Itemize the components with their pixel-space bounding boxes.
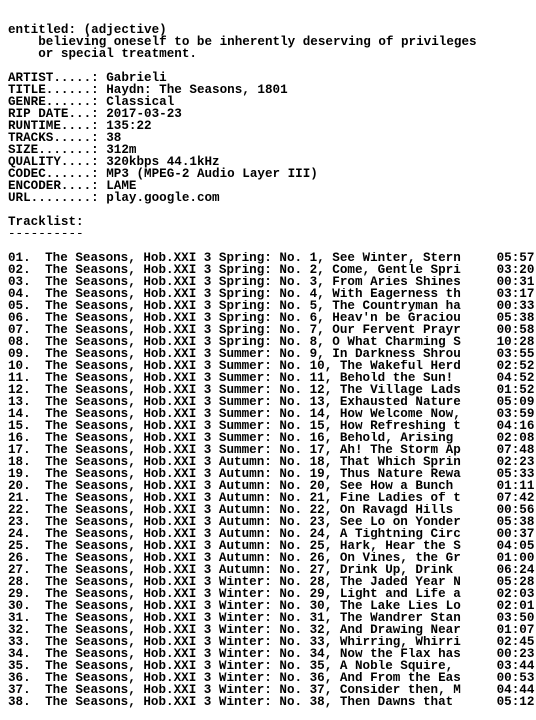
track-row [8,684,536,696]
track-title: The Seasons, Hob.XXI 3 Autumn: No. 19, Thus Nature Rewa [37,468,469,480]
info-value: Classical [106,95,175,109]
track-number: 10. [8,359,31,373]
track-duration: 05:28 [496,575,535,589]
track-title: The Seasons, Hob.XXI 3 Winter: No. 30, The Lake Lies Lo [37,600,469,612]
track-row [8,588,536,600]
track-number: 26. [8,551,31,565]
info-value: 320kbps 44.1kHz [106,155,220,169]
track-title: The Seasons, Hob.XXI 3 Spring: No. 3, From Aries Shines [37,276,469,288]
definition-heading: entitled: (adjective) [8,23,167,37]
track-title: The Seasons, Hob.XXI 3 Winter: No. 28, The Jaded Year N [37,576,469,588]
track-title: The Seasons, Hob.XXI 3 Summer: No. 16, Behold, Arising [37,432,461,444]
info-row [8,192,536,204]
track-title: The Seasons, Hob.XXI 3 Autumn: No. 22, On Ravagd Hills [37,504,461,516]
track-number: 33. [8,635,31,649]
track-row [8,432,536,444]
track-title: The Seasons, Hob.XXI 3 Spring: No. 8, O What Charming S [37,336,469,348]
track-duration: 03:50 [496,611,535,625]
track-row [8,636,536,648]
track-row [8,396,536,408]
track-number: 01. [8,251,31,265]
track-number: 04. [8,287,31,301]
track-title: The Seasons, Hob.XXI 3 Spring: No. 6, Heav'n be Graciou [37,312,469,324]
track-number: 02. [8,263,31,277]
track-row [8,552,536,564]
track-number: 07. [8,323,31,337]
info-value: 135:22 [106,119,152,133]
info-key: TITLE......: [8,83,107,97]
track-number: 22. [8,503,31,517]
track-number: 37. [8,683,31,697]
track-row [8,456,536,468]
track-title: The Seasons, Hob.XXI 3 Summer: No. 9, In Darkness Shrou [37,348,469,360]
track-title: The Seasons, Hob.XXI 3 Spring: No. 7, Our Fervent Prayr [37,324,469,336]
track-duration: 10:28 [496,335,535,349]
track-row [8,468,536,480]
track-duration: 01:52 [496,383,535,397]
info-key: ENCODER....: [8,179,107,193]
info-value: LAME [106,179,137,193]
track-duration: 07:48 [496,443,535,457]
track-number: 13. [8,395,31,409]
track-title: The Seasons, Hob.XXI 3 Summer: No. 17, Ah! The Storm Ap [37,444,469,456]
track-title: The Seasons, Hob.XXI 3 Summer: No. 15, How Refreshing t [37,420,469,432]
track-title: The Seasons, Hob.XXI 3 Winter: No. 31, The Wandrer Stan [37,612,469,624]
track-duration: 04:16 [496,419,535,433]
track-row [8,540,536,552]
track-number: 05. [8,299,31,313]
track-row [8,372,536,384]
track-title: The Seasons, Hob.XXI 3 Winter: No. 33, Whirring, Whirri [37,636,469,648]
track-row [8,336,536,348]
track-row [8,252,536,264]
track-row [8,564,536,576]
track-row [8,408,536,420]
track-title: The Seasons, Hob.XXI 3 Spring: No. 4, With Eagerness th [37,288,469,300]
track-duration: 02:23 [496,455,535,469]
track-number: 36. [8,671,31,685]
track-number: 16. [8,431,31,445]
track-duration: 00:23 [496,647,535,661]
track-number: 19. [8,467,31,481]
track-number: 08. [8,335,31,349]
track-title: The Seasons, Hob.XXI 3 Winter: No. 29, Light and Life a [37,588,469,600]
info-value: play.google.com [106,191,220,205]
info-key: CODEC......: [8,167,107,181]
tracklist [8,252,536,708]
track-duration: 02:52 [496,359,535,373]
track-duration: 00:37 [496,527,535,541]
definition-line-1: believing oneself to be inherently deserving of privileges [8,35,477,49]
track-number: 17. [8,443,31,457]
track-row [8,600,536,612]
info-value: Gabrieli [106,71,167,85]
tracklist-rule: ---------- [8,227,84,241]
track-duration: 03:44 [496,659,535,673]
track-row [8,348,536,360]
track-number: 32. [8,623,31,637]
track-number: 35. [8,659,31,673]
track-number: 14. [8,407,31,421]
track-title: The Seasons, Hob.XXI 3 Summer: No. 10, The Wakeful Herd [37,360,469,372]
track-number: 06. [8,311,31,325]
track-title: The Seasons, Hob.XXI 3 Winter: No. 35, A Noble Squire, [37,660,461,672]
track-number: 24. [8,527,31,541]
track-duration: 00:56 [496,503,535,517]
track-row [8,360,536,372]
info-key: GENRE......: [8,95,107,109]
track-title: The Seasons, Hob.XXI 3 Winter: No. 38, Then Dawns that [37,696,461,708]
track-duration: 05:57 [496,251,535,265]
track-title: The Seasons, Hob.XXI 3 Spring: No. 2, Come, Gentle Spri [37,264,469,276]
track-number: 18. [8,455,31,469]
track-number: 11. [8,371,31,385]
track-row [8,264,536,276]
tracklist-heading: Tracklist: [8,215,84,229]
track-number: 34. [8,647,31,661]
info-value: MP3 (MPEG-2 Audio Layer III) [106,167,318,181]
info-key: QUALITY....: [8,155,107,169]
track-title: The Seasons, Hob.XXI 3 Winter: No. 36, And From the Eas [37,672,469,684]
track-row [8,648,536,660]
track-title: The Seasons, Hob.XXI 3 Autumn: No. 21, Fine Ladies of t [37,492,469,504]
track-duration: 05:09 [496,395,535,409]
track-duration: 05:38 [496,311,535,325]
track-duration: 01:00 [496,551,535,565]
track-number: 25. [8,539,31,553]
track-title: The Seasons, Hob.XXI 3 Winter: No. 32, And Drawing Near [37,624,469,636]
track-number: 31. [8,611,31,625]
track-title: The Seasons, Hob.XXI 3 Winter: No. 37, Consider then, M [37,684,469,696]
track-number: 27. [8,563,31,577]
info-value: 2017-03-23 [106,107,182,121]
track-row [8,276,536,288]
track-title: The Seasons, Hob.XXI 3 Autumn: No. 26, On Vines, the Gr [37,552,469,564]
track-title: The Seasons, Hob.XXI 3 Summer: No. 11, Behold the Sun! [37,372,461,384]
track-row [8,528,536,540]
track-duration: 00:31 [496,275,535,289]
info-key: RIP DATE...: [8,107,107,121]
track-duration: 01:07 [496,623,535,637]
track-number: 30. [8,599,31,613]
track-row [8,576,536,588]
track-number: 38. [8,695,31,709]
track-title: The Seasons, Hob.XXI 3 Autumn: No. 23, See Lo on Yonder [37,516,469,528]
track-duration: 02:08 [496,431,535,445]
info-value: 312m [106,143,137,157]
track-duration: 02:01 [496,599,535,613]
definition-line-2: or special treatment. [8,47,197,61]
track-duration: 00:53 [496,671,535,685]
track-duration: 04:52 [496,371,535,385]
track-row [8,672,536,684]
release-info [8,72,536,204]
track-row [8,420,536,432]
track-number: 20. [8,479,31,493]
track-row [8,324,536,336]
track-row [8,696,536,708]
track-row [8,300,536,312]
track-duration: 00:33 [496,299,535,313]
track-duration: 00:58 [496,323,535,337]
track-duration: 06:24 [496,563,535,577]
track-title: The Seasons, Hob.XXI 3 Summer: No. 13, Exhausted Nature [37,396,469,408]
track-title: The Seasons, Hob.XXI 3 Autumn: No. 25, Hark, Hear the S [37,540,469,552]
track-duration: 02:45 [496,635,535,649]
track-title: The Seasons, Hob.XXI 3 Spring: No. 1, See Winter, Stern [37,252,469,264]
track-duration: 04:44 [496,683,535,697]
track-duration: 02:03 [496,587,535,601]
track-number: 03. [8,275,31,289]
track-row [8,612,536,624]
track-duration: 04:05 [496,539,535,553]
spacer [8,204,536,216]
track-row [8,384,536,396]
track-row [8,288,536,300]
track-number: 29. [8,587,31,601]
track-title: The Seasons, Hob.XXI 3 Summer: No. 14, How Welcome Now, [37,408,469,420]
track-number: 15. [8,419,31,433]
spacer [8,240,536,252]
track-title: The Seasons, Hob.XXI 3 Winter: No. 34, Now the Flax has [37,648,469,660]
track-duration: 05:33 [496,467,535,481]
track-duration: 03:55 [496,347,535,361]
info-key: URL........: [8,191,107,205]
info-value: 38 [106,131,122,145]
info-key: TRACKS.....: [8,131,107,145]
track-duration: 05:38 [496,515,535,529]
track-row [8,504,536,516]
track-title: The Seasons, Hob.XXI 3 Summer: No. 12, The Village Lads [37,384,469,396]
track-row [8,480,536,492]
track-number: 12. [8,383,31,397]
track-duration: 03:17 [496,287,535,301]
track-title: The Seasons, Hob.XXI 3 Autumn: No. 27, Drink Up, Drink [37,564,461,576]
track-number: 09. [8,347,31,361]
track-duration: 03:59 [496,407,535,421]
track-row [8,444,536,456]
nfo-document [8,24,536,708]
track-duration: 03:20 [496,263,535,277]
track-duration: 01:11 [496,479,535,493]
info-key: SIZE.......: [8,143,107,157]
info-value: Haydn: The Seasons, 1801 [106,83,288,97]
track-duration: 07:42 [496,491,535,505]
track-title: The Seasons, Hob.XXI 3 Autumn: No. 18, That Which Sprin [37,456,469,468]
info-key: ARTIST.....: [8,71,107,85]
track-duration: 05:12 [496,695,535,709]
track-row [8,660,536,672]
track-title: The Seasons, Hob.XXI 3 Autumn: No. 20, See How a Bunch [37,480,461,492]
track-row [8,516,536,528]
track-title: The Seasons, Hob.XXI 3 Spring: No. 5, The Countryman ha [37,300,469,312]
track-number: 23. [8,515,31,529]
track-number: 21. [8,491,31,505]
track-title: The Seasons, Hob.XXI 3 Autumn: No. 24, A Tightning Circ [37,528,469,540]
track-number: 28. [8,575,31,589]
track-row [8,312,536,324]
track-row [8,492,536,504]
track-row [8,624,536,636]
info-key: RUNTIME....: [8,119,107,133]
